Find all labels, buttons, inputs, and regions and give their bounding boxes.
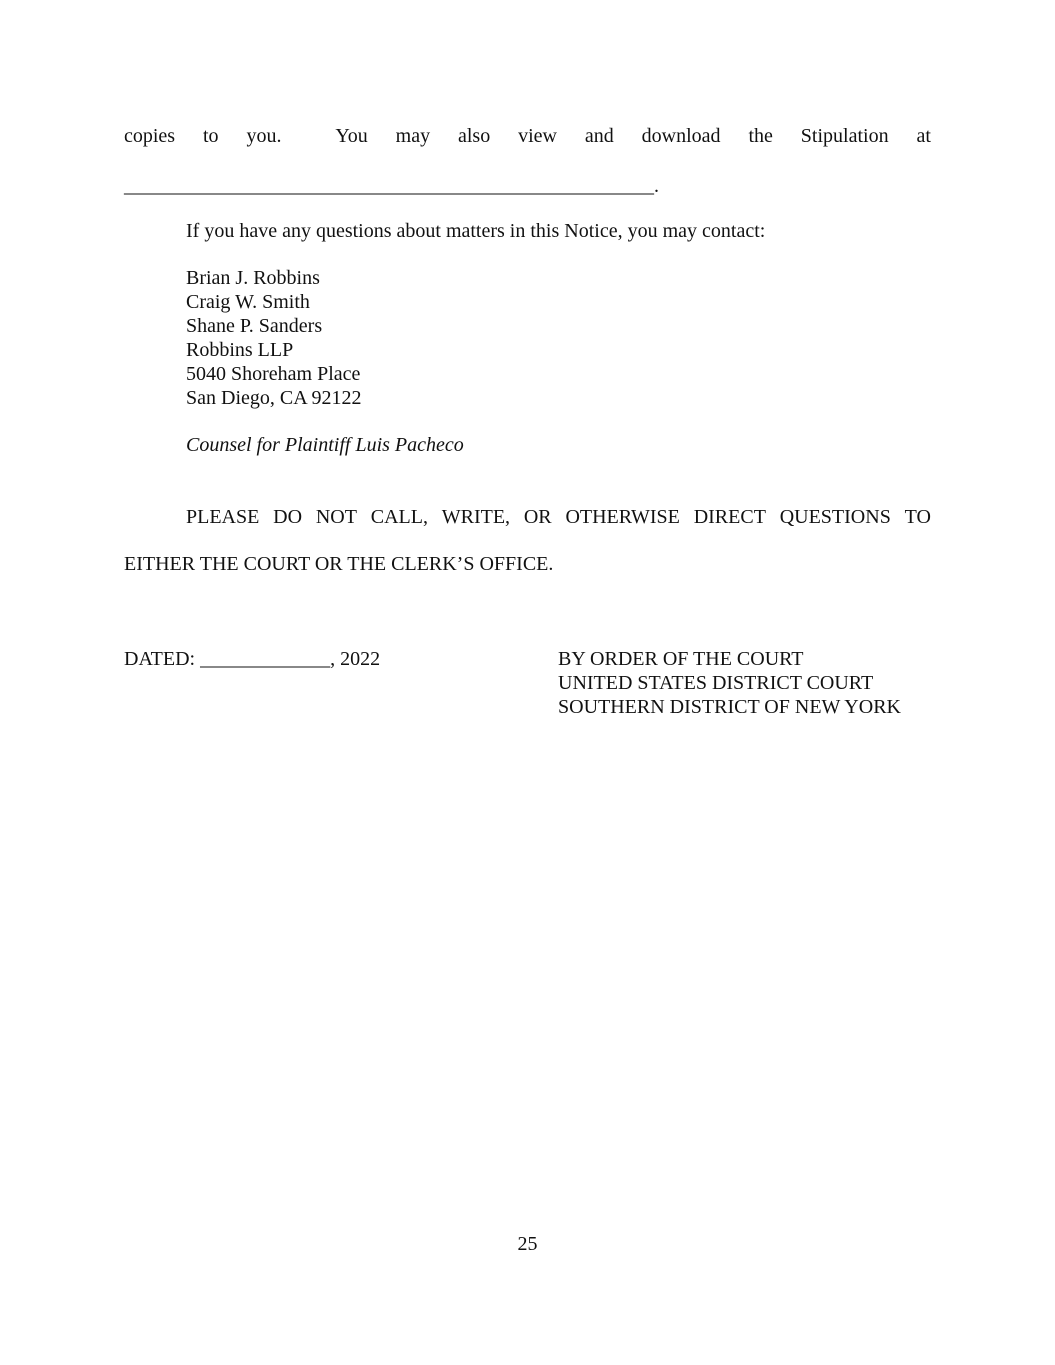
word: TO	[904, 506, 931, 528]
word: OR	[523, 506, 552, 528]
dated-line: DATED: _____________, 2022	[124, 648, 381, 670]
order-line-2: UNITED STATES DISTRICT COURT	[558, 672, 874, 694]
warning-line-2: EITHER THE COURT OR THE CLERK’S OFFICE.	[124, 553, 554, 575]
order-line-1: BY ORDER OF THE COURT	[558, 648, 804, 670]
paragraph-end-line	[124, 124, 931, 148]
url-blank-line: _____________________________________________________.	[124, 175, 659, 197]
word: Stipulation	[800, 125, 889, 147]
contact-firm: Robbins LLP	[186, 339, 294, 361]
word: PLEASE	[186, 506, 260, 528]
contact-name-2: Craig W. Smith	[186, 291, 310, 313]
contact-address-block	[186, 266, 362, 410]
contact-city: San Diego, CA 92122	[186, 387, 362, 409]
word: QUESTIONS	[779, 506, 891, 528]
contact-name-3: Shane P. Sanders	[186, 315, 323, 337]
contact-intro: If you have any questions about matters in this Notice, you may contact:	[186, 220, 766, 242]
word: and	[584, 125, 614, 147]
word: DIRECT	[693, 506, 766, 528]
word: DO	[273, 506, 303, 528]
word: the	[748, 125, 773, 147]
word: OTHERWISE	[565, 506, 680, 528]
word: WRITE,	[441, 506, 511, 528]
word: view	[518, 125, 557, 147]
counsel-label: Counsel for Plaintiff Luis Pacheco	[186, 434, 464, 456]
page-number: 25	[517, 1233, 538, 1255]
word: may	[395, 125, 431, 147]
contact-name-1: Brian J. Robbins	[186, 267, 320, 289]
contact-street: 5040 Shoreham Place	[186, 363, 361, 385]
word: at	[916, 125, 931, 147]
word: NOT	[315, 506, 357, 528]
word: you.	[246, 125, 282, 147]
court-order-block	[558, 647, 901, 719]
word: also	[458, 125, 491, 147]
word: CALL,	[370, 506, 428, 528]
order-line-3: SOUTHERN DISTRICT OF NEW YORK	[558, 696, 901, 718]
word: to	[202, 125, 219, 147]
warning-line-1	[186, 505, 931, 529]
word: copies	[124, 125, 176, 147]
word: You	[335, 125, 368, 147]
word: download	[641, 125, 721, 147]
